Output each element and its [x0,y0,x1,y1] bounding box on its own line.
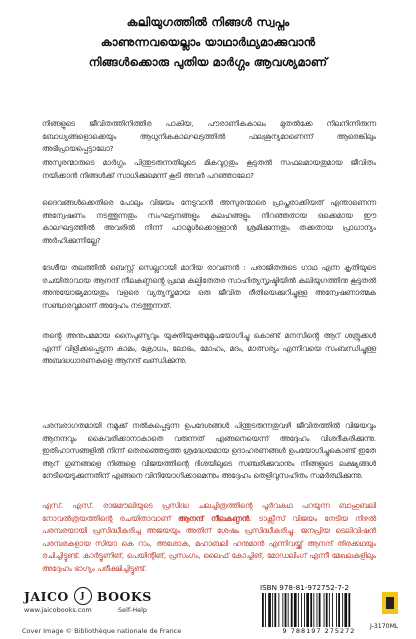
barcode-digits: 9 788197 275272 [282,627,356,635]
publisher-badge-icon [382,592,398,614]
publisher-logo [24,587,152,605]
blurb-paragraph-4: ദേശീയ തലത്തിൽ ബെസ്റ്റ് സെല്ലറായി മാറിയ രാവണൻ : പരാജിതരുടെ ഗാഥ എന്ന കൃതിയുടെ രചയിതാവായ ആനന്ദ് നീലകണ്ഠൻ്റെ പ്രഥമ കല്പിതേതര സാഹിത്യസൃഷ്ടിയിൽ കലിയുഗത്തിനു കൂടുതൽ അനുയോജ്യമായതും വളരെ വ്യത്യസ്തമായ ഒരു ജീവിത രീതിയെക്കുറിച്ചുള്ള അന്വേഷണാത്മക സഞ്ചാരവുമാണ് അദ്ദേഹം നടത്തുന്നത്. [42,263,376,310]
barcode-icon [260,593,378,627]
book-category: Self-Help [118,606,148,614]
isbn-number: ISBN 978-81-972752-7-2 [260,583,350,592]
publisher-name-right: BOOKS [96,588,152,604]
author-bio-after: . ടാക്സീസ് വിജയം നേടിയ നിഴൽ പരമ്പരയായി പ്രസിദ്ധീകരിച്ച അജയയും അതിന് ശേഷം പ്രസിദ്ധീകരിച്ചു. ജനപ്രിയ ടെലിവിഷൻ പരമ്പരകളായ സിയാ കെ റാം, അശോക, മഹാബലി ഹനുമാൻ എന്നിവയ്ക്ക് ആനന്ദ് തിരക്കഥയും രചിച്ചിട്ടുണ്ട്. കാർട്ടൂണിങ്, പെയിന്റിങ്, പ്രസംഗം, ലൈഫ് കോച്ചിങ്, മോഡലിംഗ് എന്നീ മേഖലകളിലും അദ്ദേഹം ഭാഗ്യം പരീക്ഷിച്ചിട്ടുണ്ട്. [42,513,376,573]
publisher-code: J-3170ML [370,623,399,630]
publisher-emblem-icon [74,587,92,605]
headline-line-1: കലിയുഗത്തിൽ നിങ്ങൾ സ്വപ്നം [126,15,290,29]
blurb-paragraph-6: പരമ്പരാഗതമായി നമുക്ക് നൽകപ്പെടുന്ന ഉപദേശങ്ങൾ പിന്തുടരുന്നതുവഴി ജീവിതത്തിൽ വിജയവും ആനന്ദവും കൈവരിക്കാനാകാതെ വരുന്നത് എങ്ങനെയെന്ന് അദ്ദേഹം വിശദീകരിക്കുന്നു. ഇതിഹാസങ്ങളിൽ നിന്ന് തെരഞ്ഞെടുത്ത ശ്രദ്ധേയമായ ഉദാഹരണങ്ങൾ ഉപയോഗിച്ചുകൊണ്ട് ഇതേ ആറ് ഗുണങ്ങളെ നിങ്ങളെ വിജയത്തിന്റെ ദിശയിലുടെ സഞ്ചരിക്കുവാനും നിങ്ങളുടെ ലക്ഷ്യങ്ങൾ നേടിയെടുക്കുന്നതിന് എങ്ങനെ വിനിയോഗിക്കാമെന്നും അദ്ദേഹം തെളിവുസഹിതം സമർത്ഥിക്കുന്നു. [42,421,376,481]
cover-headline [30,12,386,72]
author-bio [42,500,376,576]
headline-line-3: നിങ്ങൾക്കൊരു പുതിയ മാർഗ്ഗം ആവശ്യമാണ് [88,55,328,69]
publisher-website: www.jaicobooks.com [24,606,92,614]
isbn-block [260,583,380,635]
author-name: ആനന്ദ് നീലകണ്ഠൻ [177,513,250,523]
blurb-paragraph-2: അസുരന്മാരുടെ മാർഗ്ഗം പിന്തുടരുന്നതിലൂടെ മികവുറ്റതും കൂടുതൽ സഫലമായതുമായ ജീവിതം നയിക്കാൻ നിങ്ങൾക്ക് സാധിക്കുമെന്ന് കൂടി അവർ പറഞ്ഞാലോ? [42,158,376,180]
headline-line-2: കാണുന്നവയെല്ലാം യാഥാർഥ്യമാക്കുവാൻ [100,35,316,49]
publisher-name-left: JAICO [24,588,69,604]
blurb-paragraph-3: ദൈവങ്ങൾക്കെതിരെ പോലും വിജയം നേടുവാൻ അസുരന്മാരെ പ്രാപ്തരാക്കിയത് എന്താണെന്ന അന്വേഷണം നടത്തുന്നതും സംഘട്ടനങ്ങളും കലഹങ്ങളും നിറഞ്ഞതായ ഒക്കെമായ ഈ കാലഘട്ടത്തിൽ അവരിൽ നിന്ന് പാഠമുൾക്കൊള്ളാൻ ശ്രമിക്കുന്നതും തക്കതായ പ്രാധാന്യം അർഹിക്കുന്നില്ലേ? [42,198,376,245]
author-bio-before: എസ്. എസ്. രാജമൗലിയുടെ പ്രസിദ്ധ ചലച്ചിത്രത്തിന്റെ പൂർവകഥ പറയുന്ന ബാഹുബലി നോവൽത്രയത്തിന്റെ രചയിതാവാണ് [42,501,376,523]
blurb-paragraph-5: തൻ്റെ അനുപമമായ നൈപുണ്യവും യുക്തിയുക്തമുമുപയോഗിച്ചു കൊണ്ട് മനസിൻ്റെ ആറ് ശത്രുക്കൾ എന്ന് വിളിക്കപ്പെടുന്ന കാമം, ക്രോധം, ലോഭം, മോഹം, മദം, മാത്സര്യം എന്നിവയെ സംബന്ധിച്ചുള്ള അബദ്ധധാരണകളെ ആനന്ദ് ഖണ്ഡിക്കുന്നു. [42,331,376,366]
cover-image-credit: Cover Image © Bibliothèque nationale de France [22,627,182,635]
publisher-emblem-letter: J [80,591,86,601]
blurb-paragraph-1: നിങ്ങളുടെ ജീവിതത്തിനിത്തിര പാകിയ, പൗരാണികകാലം മുതൽക്കേ നിലനിന്നിരുന്ന ബോധ്യങ്ങളൊക്കെയും ആധുനികകാലഘട്ടത്തിൽ ഫലശൂന്യമാണെന്ന് ആരെങ്കിലും അഭിപ്രായപ്പെട്ടാലോ? [42,119,376,154]
